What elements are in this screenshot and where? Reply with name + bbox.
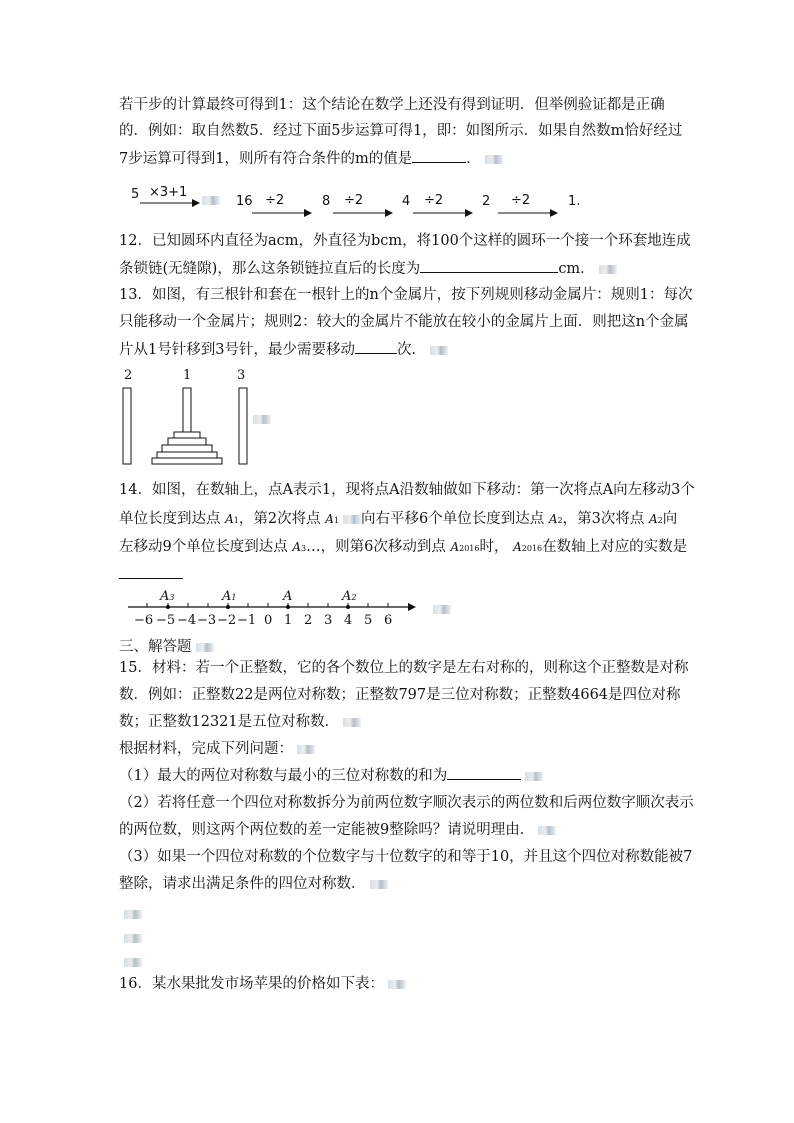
tick-label: 4 — [344, 613, 353, 628]
point-sub: 2 — [657, 516, 663, 525]
axis-point-letter: A — [342, 589, 352, 604]
p14-line1: 14．如图，在数轴上，点A表示1，现将点A沿数轴做如下移动：第一次将点A向左移动3个 — [119, 482, 695, 498]
disk — [157, 452, 217, 458]
point-label: A — [225, 512, 234, 526]
point-label: A — [648, 512, 658, 526]
p15-line4 — [119, 739, 315, 759]
point-label: A — [325, 512, 334, 526]
p14-line3 — [119, 537, 687, 559]
p12-line2 — [119, 258, 617, 279]
p12-line1: 12．已知圆环内直径为acm，外直径为bcm，将100个这样的圆环一个接一个环套地连成 — [119, 233, 691, 249]
peg-label: 1 — [183, 368, 192, 383]
axis-point-label — [342, 589, 356, 604]
tick-label: 1 — [284, 613, 293, 628]
p14-text: 左移动9个单位长度到达点 — [119, 539, 288, 555]
point-a3 — [166, 605, 170, 609]
tick-label: 0 — [264, 613, 273, 628]
p15-line3-text: 数；正整数12321是五位对称数． — [119, 714, 340, 730]
watermark-icon — [124, 934, 142, 943]
axis-point-sub: 2 — [351, 593, 357, 602]
peg-label: 2 — [124, 368, 133, 383]
point-sub: 3 — [301, 544, 307, 553]
point-sub: 1 — [233, 516, 239, 525]
point-a1 — [226, 605, 230, 609]
axis-point-label — [160, 589, 174, 604]
p11-line1: 若干步的计算最终可得到1：这个结论在数学上还没有得到证明．但举例验证都是正确 — [119, 97, 665, 113]
watermark-icon — [433, 605, 451, 614]
p14-line2 — [119, 509, 677, 531]
disk — [162, 445, 212, 452]
point-a2 — [346, 605, 350, 609]
point-sub: 2016 — [521, 544, 543, 553]
p11-line3-end: ． — [466, 151, 481, 167]
flow-number: 2 — [482, 194, 491, 209]
flow-number: 16 — [236, 194, 253, 209]
tick-label: −6 — [134, 613, 154, 628]
p15-line3 — [119, 712, 361, 732]
tick-label: −3 — [197, 613, 217, 628]
watermark-icon — [196, 643, 214, 652]
p16-text: 16．某水果批发市场苹果的价格如下表： — [119, 976, 384, 992]
disk — [174, 432, 200, 438]
peg-1 — [183, 388, 191, 432]
p15-line2: 数．例如：正整数22是两位对称数；正整数797是三位对称数；正整数4664是四位对称 — [119, 687, 681, 703]
flow-operation: ÷2 — [424, 193, 444, 208]
tick-label: 2 — [304, 613, 313, 628]
point-a — [286, 605, 290, 609]
p15-q3-line1: （3）如果一个四位对称数的个位数字与十位数字的和等于10，并且这个四位对称数能被7 — [119, 849, 693, 865]
axis-point-letter: A — [283, 589, 293, 604]
point-sub: 2 — [557, 516, 563, 525]
peg-label: 3 — [237, 368, 246, 383]
answer-blank — [447, 765, 521, 780]
flow-operation: ÷2 — [265, 193, 285, 208]
tick-label: −5 — [156, 613, 176, 628]
watermark-icon — [370, 880, 388, 889]
flow-number: 5 — [131, 187, 140, 202]
p12-line2-end: cm． — [558, 261, 595, 277]
point-sub: 2016 — [459, 544, 480, 553]
flow-operation: ÷2 — [511, 193, 531, 208]
p15-line1: 15．材料：若一个正整数，它的各个数位上的数字是左右对称的，则称这个正整数是对称 — [119, 660, 689, 676]
tick-label: 6 — [384, 613, 393, 628]
hanoi-drawing — [0, 380, 300, 470]
tick-label: −2 — [217, 613, 237, 628]
p13-line1: 13．如图，有三根针和套在一根针上的n个金属片，按下列规则移动金属片：规则1：每次 — [119, 287, 693, 303]
p13-line3-text: 片从1号针移到3号针，最少需要移动 — [119, 342, 355, 358]
flow-arrows — [0, 0, 794, 230]
tick-label: 5 — [364, 613, 373, 628]
tick-label: −4 — [177, 613, 197, 628]
axis-point-letter: A — [160, 589, 170, 604]
watermark-icon — [525, 772, 543, 781]
p14-text: 向右平移6个单位长度到达点 — [360, 511, 545, 527]
watermark-icon — [253, 415, 271, 424]
p12-line2-text: 条锁链(无缝隙)，那么这条锁链拉直后的长度为 — [119, 261, 421, 277]
tick-label: 3 — [324, 613, 333, 628]
flow-number: 8 — [322, 194, 331, 209]
section-heading — [119, 637, 214, 657]
axis-point-label — [283, 589, 292, 604]
p15-q3-line2 — [119, 874, 388, 894]
answer-blank — [420, 258, 558, 273]
peg-2 — [123, 388, 131, 464]
p15-q2-text: 的两位数，则这两个两位数的差一定能被9整除吗？请说明理由． — [119, 822, 535, 838]
watermark-icon — [297, 745, 315, 754]
p15-q2-line2 — [119, 820, 556, 840]
flow-number: 4 — [402, 194, 411, 209]
point-label: A — [292, 540, 302, 554]
disk — [168, 438, 206, 445]
watermark-icon — [599, 265, 617, 274]
p14-text: 向 — [662, 511, 678, 527]
point-label: A — [548, 512, 558, 526]
p15-line4-text: 根据材料，完成下列问题： — [119, 741, 293, 757]
p14-text: 在数轴上对应的实数是 — [542, 539, 688, 555]
watermark-icon — [388, 980, 406, 989]
p11-line3-text: 7步运算可得到1，则所有符合条件的m的值是 — [119, 151, 413, 167]
axis-point-letter: A — [222, 589, 232, 604]
disk — [152, 458, 222, 464]
watermark-icon — [430, 346, 448, 355]
p14-text: 时， — [479, 539, 509, 555]
answer-blank — [355, 339, 397, 354]
p13-line3 — [119, 339, 448, 360]
p15-q3-text: 整除，请求出满足条件的四位对称数． — [119, 876, 366, 892]
p14-text: …，则第6次移动到点 — [306, 539, 446, 555]
peg-3 — [239, 388, 247, 464]
watermark-icon — [124, 958, 142, 967]
point-label: A — [513, 540, 522, 554]
p14-text: ，第3次将点 — [562, 511, 645, 527]
p15-q2-line1: （2）若将任意一个四位对称数拆分为前两位数字顺次表示的两位数和后两位数字顺次表示 — [119, 795, 694, 811]
watermark-icon — [343, 515, 361, 524]
flow-operation: ÷2 — [344, 193, 364, 208]
watermark-icon — [538, 826, 556, 835]
flow-operation: ×3+1 — [149, 185, 188, 200]
answer-blank — [119, 578, 183, 579]
axis-point-sub: 3 — [169, 593, 175, 602]
p13-line2: 只能移动一个金属片；规则2：较大的金属片不能放在较小的金属片上面．则把这n个金属 — [119, 314, 689, 330]
p16-line — [119, 974, 406, 994]
p13-line3-end: 次． — [396, 342, 426, 358]
p14-text: 单位长度到达点 — [119, 511, 221, 527]
flow-number: 1. — [568, 194, 581, 209]
point-sub: 1 — [333, 516, 339, 525]
section-title: 三、解答题 — [119, 639, 192, 655]
watermark-icon — [124, 910, 142, 919]
p15-q1-text: （1）最大的两位对称数与最小的三位对称数的和为 — [119, 768, 448, 784]
p15-q1 — [119, 765, 543, 786]
axis-point-label — [222, 589, 236, 604]
p14-text: ，第2次将点 — [238, 511, 321, 527]
p11-line2: 的．例如：取自然数5．经过下面5步运算可得1，即：如图所示．如果自然数m恰好经过 — [119, 123, 683, 139]
point-label: A — [450, 540, 460, 554]
watermark-icon — [343, 718, 361, 727]
axis-point-sub: 1 — [231, 593, 237, 602]
tick-label: −1 — [237, 613, 257, 628]
